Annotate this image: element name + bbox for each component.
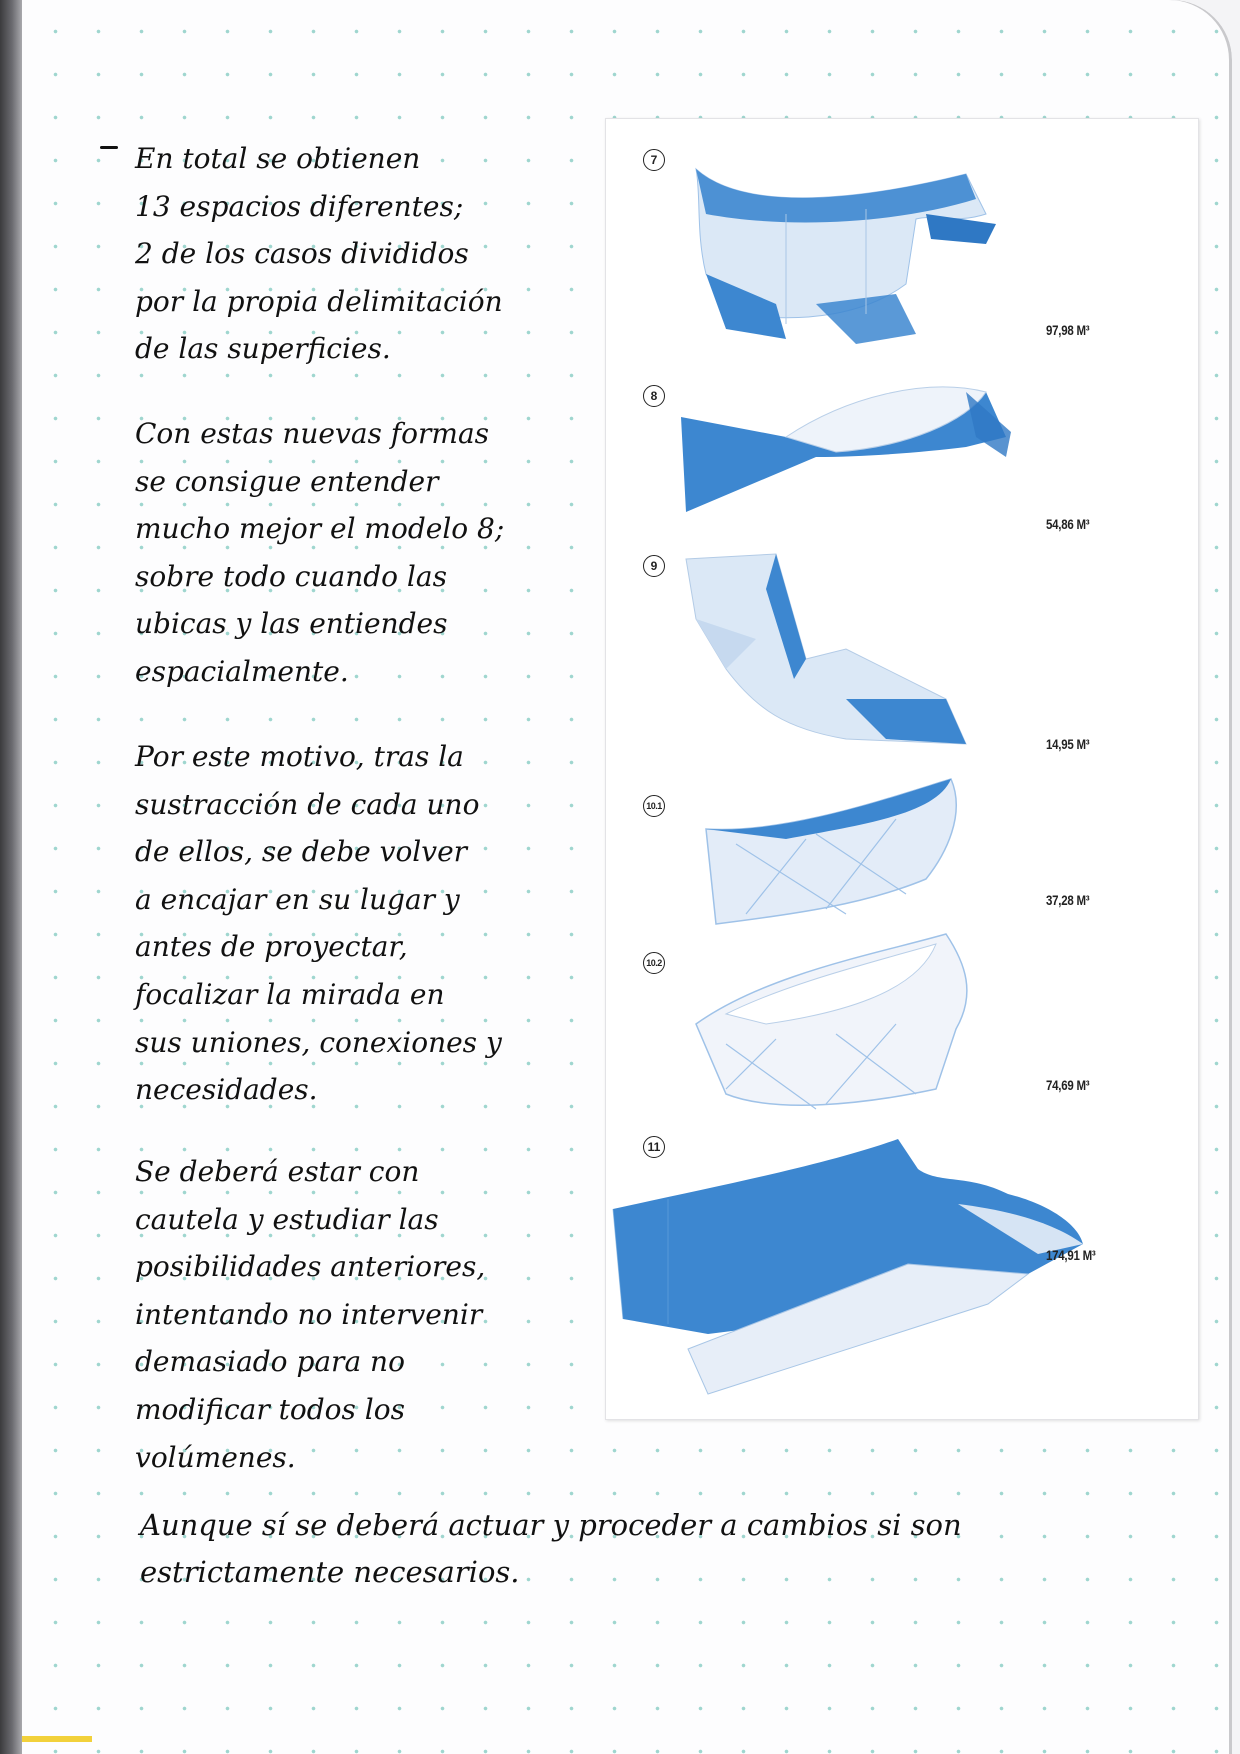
text-line: demasiado para no [135,1345,405,1379]
text-line: ubicas y las entiendes [135,607,448,641]
handwritten-paragraph-4 [135,1148,485,1481]
volume-10-2-drawing [666,924,1046,1124]
text-line: 2 de los casos divididos [135,237,469,271]
text-line: focalizar la mirada en [135,977,445,1011]
text-line: sus uniones, conexiones y [135,1025,502,1059]
volume-9-label: 14,95 M³ [1046,736,1090,752]
volume-11-drawing [608,1134,1088,1404]
text-line: mucho mejor el modelo 8; [135,512,505,546]
volume-10-2-label: 74,69 M³ [1046,1077,1090,1093]
handwritten-paragraph-2 [135,410,504,696]
volume-7-drawing [666,154,1046,364]
text-line: necesidades. [135,1073,318,1107]
notebook-page [22,0,1232,1754]
volume-10-1-label: 37,28 M³ [1046,892,1090,908]
text-line: Por este motivo, tras la [135,740,464,773]
text-line: modificar todos los [135,1392,405,1426]
notebook-binding-shadow [0,0,22,1754]
text-line: antes de proyectar, [135,930,408,964]
text-line: posibilidades anteriores, [135,1250,486,1284]
text-line: de las superficies. [135,332,391,366]
volume-9-drawing [666,549,1046,749]
text-line: se consigue entender [135,464,439,498]
volume-11-label: 174,91 M³ [1046,1247,1096,1263]
text-line: Aunque sí se deberá actuar y proceder a cambios si son [140,1508,962,1542]
text-line: cautela y estudiar las [135,1202,439,1236]
volume-8-drawing [666,377,1046,517]
yellow-tab-mark [22,1736,92,1742]
text-line: 13 espacios diferentes; [135,189,464,223]
volume-10-1-drawing [666,774,1046,934]
text-line: volúmenes. [135,1440,296,1474]
figure-number-7: 7 [643,149,665,171]
handwritten-paragraph-3 [135,733,502,1114]
text-line: En total se obtienen [135,142,421,175]
text-line: de ellos, se debe volver [135,835,468,869]
text-line: sustracción de cada uno [135,787,480,821]
handwritten-paragraph-5 [140,1502,962,1596]
figure-number-10-2: 10.2 [643,952,665,974]
volume-8-label: 54,86 M³ [1046,516,1090,532]
text-line: estrictamente necesarios. [140,1555,520,1589]
figure-number-9: 9 [643,555,665,577]
text-line: sobre todo cuando las [135,559,447,593]
pasted-volumes-plate [605,118,1199,1420]
text-line: espacialmente. [135,654,349,688]
text-line: intentando no intervenir [135,1297,483,1331]
figure-number-8: 8 [643,385,665,407]
handwritten-paragraph-1 [135,135,503,373]
text-line: Se deberá estar con [135,1155,420,1188]
bullet-dash [100,146,118,149]
text-line: a encajar en su lugar y [135,882,460,916]
text-line: Con estas nuevas formas [135,417,490,450]
figure-number-10-1: 10.1 [643,795,665,817]
text-line: por la propia delimitación [135,284,503,318]
figure-number-11: 11 [643,1136,665,1158]
volume-7-label: 97,98 M³ [1046,322,1090,338]
